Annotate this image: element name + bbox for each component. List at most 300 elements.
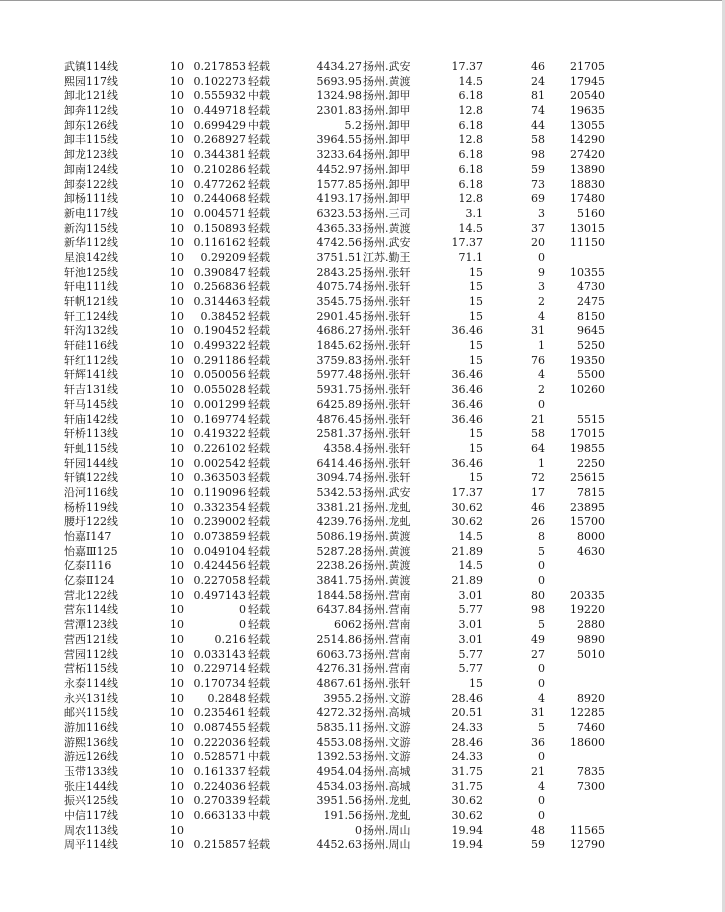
area-cell: 扬州.黄渡	[363, 544, 411, 558]
capacity-cell: 4730	[577, 280, 605, 294]
load-status-cell: 轻载	[248, 471, 270, 485]
load-status-cell: 轻载	[248, 838, 270, 852]
area-cell: 扬州.高城	[363, 706, 411, 720]
length-cell: 4239.76	[316, 515, 362, 529]
capacity-cell: 19350	[570, 353, 605, 367]
capacity-cell: 5010	[577, 647, 605, 661]
line-length-cell: 31.75	[451, 765, 483, 778]
line-name-cell: 营园112线	[64, 647, 118, 661]
table-row	[0, 398, 725, 413]
area-cell: 扬州.文游	[363, 750, 411, 764]
length-cell: 3841.75	[316, 574, 362, 588]
table-row	[0, 809, 725, 824]
count-cell: 10	[170, 295, 184, 308]
table-row	[0, 60, 725, 75]
line-name-cell: 卸丰115线	[64, 133, 118, 147]
line-length-cell: 21.89	[451, 544, 483, 558]
table-row	[0, 574, 725, 589]
capacity-cell: 20540	[570, 89, 605, 103]
table-row	[0, 310, 725, 325]
table-row	[0, 677, 725, 692]
length-cell: 4867.61	[316, 676, 362, 690]
load-status-cell: 轻载	[248, 691, 270, 705]
line-length-cell: 36.46	[451, 456, 483, 470]
load-ratio-cell: 0.087455	[193, 720, 246, 734]
load-ratio-cell: 0.449718	[193, 104, 246, 118]
load-ratio-cell: 0.29209	[200, 250, 246, 264]
capacity-cell: 27420	[570, 148, 605, 162]
load-ratio-cell: 0.244068	[193, 192, 246, 206]
line-name-cell: 轩沟132线	[64, 324, 118, 338]
line-length-cell: 31.75	[451, 779, 483, 793]
load-status-cell: 轻载	[248, 162, 270, 176]
line-length-cell: 3.01	[458, 632, 483, 646]
area-cell: 扬州.卸甲	[363, 192, 411, 206]
length-cell: 5287.28	[316, 544, 362, 558]
capacity-cell: 13890	[570, 162, 605, 176]
area-cell: 扬州.高城	[363, 765, 411, 778]
area-cell: 扬州.黄渡	[363, 221, 411, 235]
count-cell: 10	[170, 618, 184, 632]
length-cell: 5931.75	[316, 383, 362, 397]
area-cell: 扬州.张轩	[363, 353, 411, 367]
length-cell: 4434.27	[316, 60, 362, 73]
table-row	[0, 442, 725, 457]
count-cell: 10	[170, 647, 184, 661]
area-cell: 扬州.张轩	[363, 309, 411, 323]
households-cell: 4	[538, 779, 545, 793]
length-cell: 6323.53	[316, 206, 362, 220]
households-cell: 0	[538, 676, 545, 690]
households-cell: 98	[531, 148, 545, 162]
load-ratio-cell: 0.555932	[193, 89, 246, 103]
table-row	[0, 457, 725, 472]
count-cell: 10	[170, 603, 184, 617]
line-name-cell: 营西121线	[64, 632, 118, 646]
table-row	[0, 471, 725, 486]
households-cell: 46	[531, 500, 545, 514]
load-ratio-cell: 0.224036	[193, 779, 246, 793]
count-cell: 10	[170, 441, 184, 455]
load-status-cell: 轻载	[248, 559, 270, 573]
length-cell: 4742.56	[316, 236, 362, 250]
line-name-cell: 怡嘉Ⅰ147	[64, 530, 112, 543]
households-cell: 48	[531, 823, 545, 837]
count-cell: 10	[170, 192, 184, 206]
load-ratio-cell: 0.119096	[193, 485, 246, 499]
length-cell: 3751.51	[316, 250, 362, 264]
length-cell: 1844.58	[316, 588, 362, 602]
load-ratio-cell: 0.239002	[193, 515, 246, 529]
load-ratio-cell: 0.344381	[193, 148, 246, 162]
load-status-cell: 轻载	[248, 618, 270, 632]
households-cell: 0	[538, 559, 545, 573]
length-cell: 5835.11	[316, 720, 362, 734]
count-cell: 10	[170, 221, 184, 235]
line-name-cell: 轩吉131线	[64, 383, 118, 397]
table-row	[0, 794, 725, 809]
line-length-cell: 14.5	[458, 74, 483, 88]
table-row	[0, 545, 725, 560]
area-cell: 扬州.张轩	[363, 456, 411, 470]
load-ratio-cell: 0.256836	[193, 280, 246, 294]
capacity-cell: 20335	[570, 588, 605, 602]
line-name-cell: 怡嘉Ⅲ125	[64, 544, 118, 558]
line-name-cell: 轩硅116线	[64, 339, 118, 353]
load-ratio-cell: 0.291186	[193, 353, 246, 367]
area-cell: 扬州.周山	[363, 838, 411, 852]
line-length-cell: 15	[469, 676, 483, 690]
load-ratio-cell: 0.033143	[193, 647, 246, 661]
area-cell: 扬州.张轩	[363, 265, 411, 279]
households-cell: 24	[531, 74, 545, 88]
line-length-cell: 14.5	[458, 221, 483, 235]
load-ratio-cell: 0.528571	[193, 750, 246, 764]
load-ratio-cell: 0.049104	[193, 544, 246, 558]
line-name-cell: 新沟115线	[64, 221, 118, 235]
table-row	[0, 427, 725, 442]
line-name-cell: 卸龙123线	[64, 148, 118, 162]
line-length-cell: 17.37	[451, 60, 483, 73]
line-name-cell: 游熙136线	[64, 735, 118, 749]
load-ratio-cell: 0.314463	[193, 295, 246, 308]
line-name-cell: 沿河116线	[64, 485, 118, 499]
line-length-cell: 15	[469, 309, 483, 323]
load-status-cell: 轻载	[248, 280, 270, 294]
length-cell: 4075.74	[316, 280, 362, 294]
line-length-cell: 28.46	[451, 691, 483, 705]
length-cell: 4193.17	[316, 192, 362, 206]
table-row	[0, 280, 725, 295]
length-cell: 4686.27	[316, 324, 362, 338]
line-length-cell: 6.18	[458, 162, 483, 176]
households-cell: 1	[538, 339, 545, 353]
load-status-cell: 轻载	[248, 794, 270, 808]
load-status-cell: 轻载	[248, 779, 270, 793]
capacity-cell: 9645	[577, 324, 605, 338]
area-cell: 扬州.张轩	[363, 324, 411, 338]
spreadsheet-table	[0, 60, 725, 853]
load-ratio-cell: 0.210286	[193, 162, 246, 176]
length-cell: 6425.89	[316, 397, 362, 411]
line-length-cell: 15	[469, 295, 483, 308]
length-cell: 3094.74	[316, 471, 362, 485]
count-cell: 10	[170, 60, 184, 73]
load-ratio-cell: 0.268927	[193, 133, 246, 147]
count-cell: 10	[170, 662, 184, 676]
line-length-cell: 17.37	[451, 485, 483, 499]
count-cell: 10	[170, 559, 184, 573]
load-ratio-cell: 0.2848	[207, 691, 246, 705]
households-cell: 0	[538, 250, 545, 264]
table-row	[0, 692, 725, 707]
area-cell: 扬州.武安	[363, 60, 411, 73]
line-length-cell: 14.5	[458, 559, 483, 573]
line-name-cell: 熙园117线	[64, 74, 118, 88]
load-status-cell: 轻载	[248, 133, 270, 147]
capacity-cell: 10355	[570, 265, 605, 279]
capacity-cell: 11565	[570, 823, 605, 837]
table-row	[0, 207, 725, 222]
area-cell: 扬州.张轩	[363, 412, 411, 426]
table-row	[0, 192, 725, 207]
length-cell: 3964.55	[316, 133, 362, 147]
line-name-cell: 游加116线	[64, 720, 118, 734]
count-cell: 10	[170, 397, 184, 411]
load-ratio-cell: 0.055028	[193, 383, 246, 397]
load-ratio-cell: 0.004571	[193, 206, 246, 220]
line-length-cell: 3.1	[465, 206, 483, 220]
count-cell: 10	[170, 691, 184, 705]
load-status-cell: 轻载	[248, 720, 270, 734]
length-cell: 5977.48	[316, 368, 362, 382]
table-row	[0, 750, 725, 765]
line-length-cell: 15	[469, 427, 483, 441]
load-status-cell: 轻载	[248, 500, 270, 514]
line-name-cell: 轩桥113线	[64, 427, 118, 441]
area-cell: 扬州.张轩	[363, 676, 411, 690]
length-cell: 3951.56	[316, 794, 362, 808]
length-cell: 3233.64	[316, 148, 362, 162]
households-cell: 98	[531, 603, 545, 617]
count-cell: 10	[170, 177, 184, 191]
load-status-cell: 轻载	[248, 221, 270, 235]
load-ratio-cell: 0.477262	[193, 177, 246, 191]
line-name-cell: 轩庙142线	[64, 412, 118, 426]
load-status-cell: 轻载	[248, 485, 270, 499]
table-row	[0, 89, 725, 104]
load-status-cell: 轻载	[248, 647, 270, 661]
load-status-cell: 轻载	[248, 265, 270, 279]
load-status-cell: 中载	[248, 89, 270, 103]
length-cell: 5693.95	[316, 74, 362, 88]
area-cell: 扬州.周山	[363, 823, 411, 837]
load-status-cell: 轻载	[248, 104, 270, 118]
line-name-cell: 营东114线	[64, 603, 118, 617]
line-length-cell: 36.46	[451, 383, 483, 397]
count-cell: 10	[170, 544, 184, 558]
load-status-cell: 轻载	[248, 735, 270, 749]
count-cell: 10	[170, 838, 184, 852]
count-cell: 10	[170, 339, 184, 353]
capacity-cell: 19635	[570, 104, 605, 118]
line-name-cell: 轩电111线	[64, 280, 118, 294]
load-ratio-cell: 0.424456	[193, 559, 246, 573]
households-cell: 0	[538, 397, 545, 411]
load-ratio-cell: 0.170734	[193, 676, 246, 690]
load-status-cell: 轻载	[248, 309, 270, 323]
line-name-cell: 新电117线	[64, 206, 118, 220]
line-length-cell: 30.62	[451, 794, 483, 808]
capacity-cell: 2250	[577, 456, 605, 470]
area-cell: 扬州.文游	[363, 720, 411, 734]
table-row	[0, 501, 725, 516]
area-cell: 扬州.张轩	[363, 339, 411, 353]
length-cell: 6437.84	[316, 603, 362, 617]
households-cell: 27	[531, 647, 545, 661]
capacity-cell: 8000	[577, 530, 605, 543]
load-status-cell: 轻载	[248, 236, 270, 250]
count-cell: 10	[170, 250, 184, 264]
length-cell: 2238.26	[316, 559, 362, 573]
length-cell: 6062	[334, 618, 362, 632]
count-cell: 10	[170, 74, 184, 88]
households-cell: 8	[538, 530, 545, 543]
count-cell: 10	[170, 456, 184, 470]
capacity-cell: 5250	[577, 339, 605, 353]
area-cell: 扬州.张轩	[363, 280, 411, 294]
length-cell: 4534.03	[316, 779, 362, 793]
load-ratio-cell: 0.216	[214, 632, 246, 646]
line-length-cell: 21.89	[451, 574, 483, 588]
households-cell: 59	[531, 162, 545, 176]
households-cell: 4	[538, 368, 545, 382]
households-cell: 31	[531, 324, 545, 338]
area-cell: 扬州.张轩	[363, 383, 411, 397]
households-cell: 3	[538, 206, 545, 220]
table-row	[0, 119, 725, 134]
load-status-cell: 轻载	[248, 250, 270, 264]
area-cell: 扬州.三司	[363, 206, 411, 220]
load-status-cell: 轻载	[248, 441, 270, 455]
line-length-cell: 19.94	[451, 838, 483, 852]
table-row	[0, 765, 725, 780]
capacity-cell: 5160	[577, 206, 605, 220]
table-row	[0, 736, 725, 751]
line-name-cell: 卸泰122线	[64, 177, 118, 191]
load-ratio-cell: 0.235461	[193, 706, 246, 720]
load-status-cell: 轻载	[248, 544, 270, 558]
count-cell: 10	[170, 368, 184, 382]
load-ratio-cell: 0.169774	[193, 412, 246, 426]
line-length-cell: 12.8	[458, 133, 483, 147]
table-row	[0, 662, 725, 677]
line-name-cell: 张庄144线	[64, 779, 118, 793]
table-row	[0, 706, 725, 721]
households-cell: 59	[531, 838, 545, 852]
load-status-cell: 轻载	[248, 515, 270, 529]
capacity-cell: 8920	[577, 691, 605, 705]
length-cell: 2843.25	[316, 265, 362, 279]
load-status-cell: 轻载	[248, 339, 270, 353]
table-row	[0, 178, 725, 193]
length-cell: 1577.85	[316, 177, 362, 191]
load-ratio-cell: 0.001299	[193, 397, 246, 411]
households-cell: 0	[538, 750, 545, 764]
table-row	[0, 148, 725, 163]
length-cell: 4276.31	[316, 662, 362, 676]
area-cell: 江苏.勤王	[363, 250, 411, 264]
capacity-cell: 2475	[577, 295, 605, 308]
area-cell: 扬州.张轩	[363, 441, 411, 455]
table-row	[0, 295, 725, 310]
count-cell: 10	[170, 104, 184, 118]
count-cell: 10	[170, 485, 184, 499]
households-cell: 4	[538, 309, 545, 323]
area-cell: 扬州.卸甲	[363, 133, 411, 147]
line-name-cell: 腰圩122线	[64, 515, 118, 529]
area-cell: 扬州.黄渡	[363, 530, 411, 543]
table-row	[0, 324, 725, 339]
count-cell: 10	[170, 750, 184, 764]
load-ratio-cell: 0.332354	[193, 500, 246, 514]
households-cell: 64	[531, 441, 545, 455]
line-length-cell: 6.18	[458, 177, 483, 191]
load-status-cell: 轻载	[248, 427, 270, 441]
load-ratio-cell: 0.073859	[193, 530, 246, 543]
line-length-cell: 6.18	[458, 89, 483, 103]
line-name-cell: 周农113线	[64, 823, 118, 837]
area-cell: 扬州.龙虬	[363, 794, 411, 808]
area-cell: 扬州.龙虬	[363, 515, 411, 529]
capacity-cell: 25615	[570, 471, 605, 485]
table-row	[0, 354, 725, 369]
households-cell: 58	[531, 133, 545, 147]
table-row	[0, 515, 725, 530]
line-length-cell: 36.46	[451, 397, 483, 411]
line-name-cell: 杨桥119线	[64, 500, 118, 514]
area-cell: 扬州.卸甲	[363, 89, 411, 103]
line-name-cell: 营北122线	[64, 588, 118, 602]
count-cell: 10	[170, 823, 184, 837]
line-name-cell: 亿泰Ⅱ124	[64, 574, 115, 588]
capacity-cell: 19855	[570, 441, 605, 455]
line-length-cell: 30.62	[451, 809, 483, 823]
area-cell: 扬州.黄渡	[363, 574, 411, 588]
line-length-cell: 36.46	[451, 368, 483, 382]
area-cell: 扬州.卸甲	[363, 118, 411, 132]
households-cell: 73	[531, 177, 545, 191]
line-name-cell: 永泰114线	[64, 676, 118, 690]
line-length-cell: 36.46	[451, 324, 483, 338]
table-row	[0, 589, 725, 604]
length-cell: 3545.75	[316, 295, 362, 308]
line-length-cell: 15	[469, 265, 483, 279]
table-row	[0, 838, 725, 853]
load-status-cell: 轻载	[248, 765, 270, 778]
households-cell: 44	[531, 118, 545, 132]
load-ratio-cell: 0.050056	[193, 368, 246, 382]
line-name-cell: 轩马145线	[64, 397, 118, 411]
line-name-cell: 振兴125线	[64, 794, 118, 808]
load-status-cell: 轻载	[248, 206, 270, 220]
length-cell: 6063.73	[316, 647, 362, 661]
area-cell: 扬州.卸甲	[363, 104, 411, 118]
count-cell: 10	[170, 89, 184, 103]
line-length-cell: 15	[469, 339, 483, 353]
households-cell: 0	[538, 809, 545, 823]
table-row	[0, 163, 725, 178]
line-name-cell: 亿泰Ⅰ116	[64, 559, 112, 573]
capacity-cell: 18600	[570, 735, 605, 749]
line-length-cell: 12.8	[458, 104, 483, 118]
line-name-cell: 轩辉141线	[64, 368, 118, 382]
count-cell: 10	[170, 324, 184, 338]
households-cell: 69	[531, 192, 545, 206]
count-cell: 10	[170, 353, 184, 367]
area-cell: 扬州.张轩	[363, 471, 411, 485]
capacity-cell: 17015	[570, 427, 605, 441]
area-cell: 扬州.卸甲	[363, 148, 411, 162]
table-row	[0, 133, 725, 148]
load-status-cell: 轻载	[248, 148, 270, 162]
load-status-cell: 轻载	[248, 706, 270, 720]
count-cell: 10	[170, 427, 184, 441]
capacity-cell: 4630	[577, 544, 605, 558]
top-border	[0, 0, 725, 1]
area-cell: 扬州.卸甲	[363, 177, 411, 191]
capacity-cell: 17480	[570, 192, 605, 206]
